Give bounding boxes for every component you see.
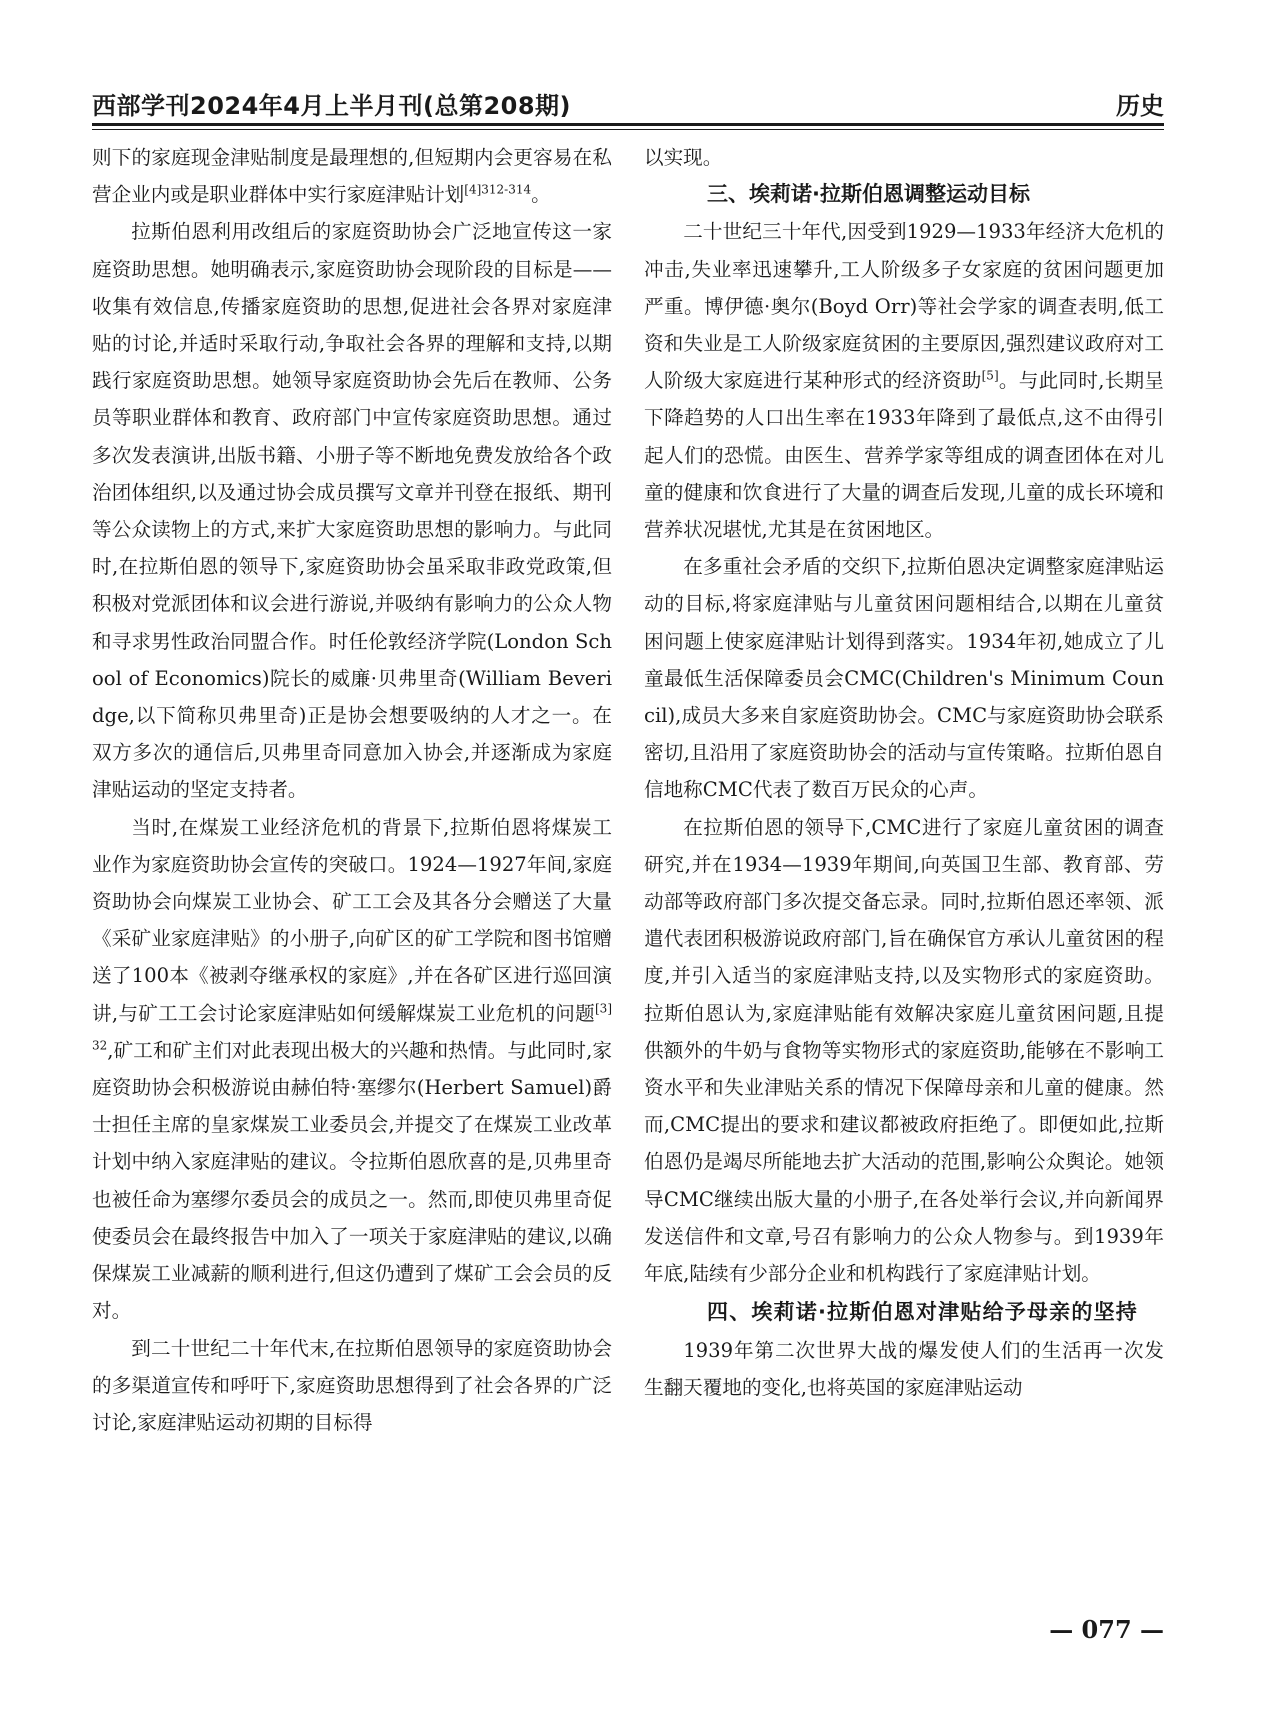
citation: [5] bbox=[981, 368, 999, 383]
paragraph-text-rest: ,矿工和矿主们对此表现出极大的兴趣和热情。与此同时,家庭资助协会积极游说由赫伯特·塞缪尔(Herbert Samuel)爵士担任主席的皇家煤炭工业委员会,并提交了在煤炭工业改革计划中纳入家庭津贴的建议。令拉斯伯恩欣喜的是,贝弗里奇也被任命为塞缪尔委员会的成员之一。然而,即使贝弗里奇促使委员会在最终报告中加入了一项关于家庭津贴的建议,以确保煤炭工业减薪的顺利进行,但这仍遭到了煤矿工会会员的反对。 bbox=[92, 1038, 612, 1323]
paragraph: 在多重社会矛盾的交织下,拉斯伯恩决定调整家庭津贴运动的目标,将家庭津贴与儿童贫困问题相结合,以期在儿童贫困问题上使家庭津贴计划得到落实。1934年初,她成立了儿童最低生活保障委员会CMC(Children's Minimum Council),成员大多来自家庭资助协会。CMC与家庭资助协会联系密切,且沿用了家庭资助协会的活动与宣传策略。拉斯伯恩自信地称CMC代表了数百万民众的心声。 bbox=[644, 555, 1164, 802]
paragraph-end: 。 bbox=[531, 183, 551, 207]
paragraph: 1939年第二次世界大战的爆发使人们的生活再一次发生翻天覆地的变化,也将英国的家庭津贴运动 bbox=[644, 1338, 1164, 1399]
section-heading-4: 四、埃莉诺·拉斯伯恩对津贴给予母亲的坚持 bbox=[707, 1300, 1138, 1325]
header-rule-thin bbox=[92, 129, 1164, 130]
paragraph bbox=[92, 809, 612, 1330]
paragraph bbox=[92, 139, 612, 213]
paragraph-text: 二十世纪三十年代,因受到1929—1933年经济大危机的冲击,失业率迅速攀升,工人阶级多子女家庭的贫困问题更加严重。博伊德·奥尔(Boyd Orr)等社会学家的调查表明,低工资和失业是工人阶级家庭贫困的主要原因,强烈建议政府对工人阶级大家庭进行某种形式的经济资助 bbox=[644, 220, 1164, 393]
section-label: 历史 bbox=[1116, 92, 1164, 120]
paragraph-text: 则下的家庭现金津贴制度是最理想的,但短期内会更容易在私营企业内或是职业群体中实行家庭津贴计划 bbox=[92, 146, 612, 207]
running-header bbox=[92, 84, 1164, 120]
page-number: — 077 — bbox=[1049, 1615, 1164, 1644]
header-rule-thick bbox=[92, 123, 1164, 126]
paragraph bbox=[644, 213, 1164, 548]
paragraph-text-rest: 。与此同时,长期呈下降趋势的人口出生率在1933年降到了最低点,这不由得引起人们的恐慌。由医生、营养学家等组成的调查团体在对儿童的健康和饮食进行了大量的调查后发现,儿童的成长环境和营养状况堪忧,尤其是在贫困地区。 bbox=[644, 369, 1164, 542]
right-column bbox=[644, 139, 1164, 1406]
paragraph: 在拉斯伯恩的领导下,CMC进行了家庭儿童贫困的调查研究,并在1934—1939年期间,向英国卫生部、教育部、劳动部等政府部门多次提交备忘录。同时,拉斯伯恩还率领、派遣代表团积极游说政府部门,旨在确保官方承认儿童贫困的程度,并引入适当的家庭津贴支持,以及实物形式的家庭资助。拉斯伯恩认为,家庭津贴能有效解决家庭儿童贫困问题,且提供额外的牛奶与食物等实物形式的家庭资助,能够在不影响工资水平和失业津贴关系的情况下保障母亲和儿童的健康。然而,CMC提出的要求和建议都被政府拒绝了。即便如此,拉斯伯恩仍是竭尽所能地去扩大活动的范围,影响公众舆论。她领导CMC继续出版大量的小册子,在各处举行会议,并向新闻界发送信件和文章,号召有影响力的公众人物参与。到1939年年底,陆续有少部分企业和机构践行了家庭津贴计划。 bbox=[644, 815, 1164, 1286]
citation: [4]312-314 bbox=[464, 182, 532, 197]
left-column bbox=[92, 139, 612, 1441]
paragraph: 以实现。 bbox=[644, 146, 723, 169]
section-heading-3: 三、埃莉诺·拉斯伯恩调整运动目标 bbox=[707, 182, 1030, 207]
journal-title: 西部学刊2024年4月上半月刊(总第208期) bbox=[92, 92, 572, 120]
citation: [3]32 bbox=[92, 1001, 612, 1053]
paragraph-text: 当时,在煤炭工业经济危机的背景下,拉斯伯恩将煤炭工业作为家庭资助协会宣传的突破口。1924—1927年间,家庭资助协会向煤炭工业协会、矿工工会及其各分会赠送了大量《采矿业家庭津贴》的小册子,向矿区的矿工学院和图书馆赠送了100本《被剥夺继承权的家庭》,并在各矿区进行巡回演讲,与矿工工会讨论家庭津贴如何缓解煤炭工业危机的问题 bbox=[92, 815, 612, 1025]
paragraph: 拉斯伯恩利用改组后的家庭资助协会广泛地宣传这一家庭资助思想。她明确表示,家庭资助协会现阶段的目标是——收集有效信息,传播家庭资助的思想,促进社会各界对家庭津贴的讨论,并适时采取行动,争取社会各界的理解和支持,以期践行家庭资助思想。她领导家庭资助协会先后在教师、公务员等职业群体和教育、政府部门中宣传家庭资助思想。通过多次发表演讲,出版书籍、小册子等不断地免费发放给各个政治团体组织,以及通过协会成员撰写文章并刊登在报纸、期刊等公众读物上的方式,来扩大家庭资助思想的影响力。与此同时,在拉斯伯恩的领导下,家庭资助协会虽采取非政党政策,但积极对党派团体和议会进行游说,并吸纳有影响力的公众人物和寻求男性政治同盟合作。时任伦敦经济学院(London School of Economics)院长的威廉·贝弗里奇(William Beveridge,以下简称贝弗里奇)正是协会想要吸纳的人才之一。在双方多次的通信后,贝弗里奇同意加入协会,并逐渐成为家庭津贴运动的坚定支持者。 bbox=[92, 220, 612, 802]
paragraph: 到二十世纪二十年代末,在拉斯伯恩领导的家庭资助协会的多渠道宣传和呼吁下,家庭资助思想得到了社会各界的广泛讨论,家庭津贴运动初期的目标得 bbox=[92, 1336, 612, 1434]
